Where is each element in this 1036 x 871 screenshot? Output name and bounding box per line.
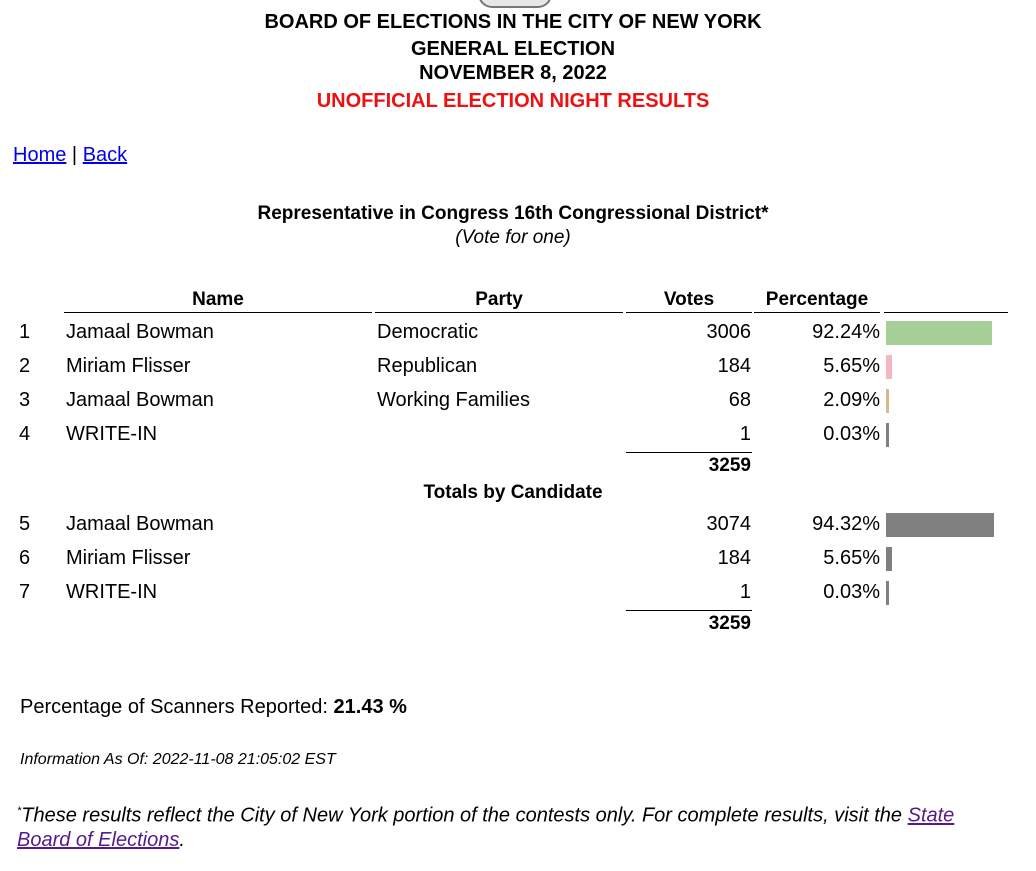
- candidate-name: Jamaal Bowman: [66, 389, 214, 411]
- nav-links: [13, 144, 127, 167]
- percentage-bar: [886, 423, 889, 447]
- percentage-bar: [886, 389, 889, 413]
- vote-percentage: 5.65%: [823, 355, 880, 377]
- column-header-percentage: Percentage: [754, 289, 880, 313]
- contest-subtitle: (Vote for one): [455, 227, 571, 248]
- home-link[interactable]: Home: [13, 144, 67, 166]
- row-number: 1: [19, 321, 31, 343]
- contest-title: Representative in Congress 16th Congressional District*: [257, 203, 769, 224]
- result-row: [0, 321, 1036, 355]
- column-header-party: Party: [375, 289, 623, 313]
- results-status: UNOFFICIAL ELECTION NIGHT RESULTS: [316, 90, 710, 112]
- footnote: [17, 799, 977, 852]
- result-row: [0, 423, 1036, 457]
- footnote-text: These results reflect the City of New York portion of the contests only. For complete results, visit the: [21, 804, 903, 827]
- vote-count: 184: [717, 355, 751, 377]
- candidate-name: Jamaal Bowman: [66, 513, 214, 535]
- scanners-label: Percentage of Scanners Reported:: [20, 696, 328, 718]
- nav-separator: |: [71, 144, 78, 166]
- candidate-name: Jamaal Bowman: [66, 321, 214, 343]
- footnote-end: .: [179, 828, 185, 851]
- state-board-link[interactable]: State Board of Elections: [17, 804, 955, 851]
- vote-percentage: 0.03%: [823, 423, 880, 445]
- results-total-rule: [626, 452, 752, 453]
- column-header-votes: Votes: [626, 289, 752, 313]
- results-total: 3259: [708, 455, 751, 476]
- election-date: NOVEMBER 8, 2022: [419, 62, 607, 84]
- column-header-bar: [884, 289, 1008, 313]
- info-value: 2022-11-08 21:05:02 EST: [152, 751, 336, 768]
- vote-count: 184: [717, 547, 751, 569]
- result-row: [0, 355, 1036, 389]
- candidate-name: Miriam Flisser: [66, 355, 191, 377]
- org-title: BOARD OF ELECTIONS IN THE CITY OF NEW YORK: [264, 11, 762, 33]
- totals-total-rule: [626, 610, 752, 611]
- row-number: 5: [19, 513, 31, 535]
- percentage-bar: [886, 547, 892, 571]
- row-number: 3: [19, 389, 31, 411]
- party-name: Working Families: [377, 389, 530, 411]
- vote-count: 1: [739, 581, 751, 603]
- row-number: 7: [19, 581, 31, 603]
- vote-count: 3006: [706, 321, 751, 343]
- percentage-bar: [886, 581, 889, 605]
- row-number: 2: [19, 355, 31, 377]
- seal-emblem: [478, 0, 552, 8]
- vote-percentage: 5.65%: [823, 547, 880, 569]
- info-label: Information As Of:: [20, 751, 149, 768]
- result-row: [0, 581, 1036, 615]
- candidate-name: WRITE-IN: [66, 581, 158, 603]
- result-row: [0, 547, 1036, 581]
- row-number: 6: [19, 547, 31, 569]
- percentage-bar: [886, 355, 892, 379]
- vote-percentage: 94.32%: [812, 513, 880, 535]
- totals-heading: Totals by Candidate: [423, 482, 603, 503]
- vote-percentage: 0.03%: [823, 581, 880, 603]
- footnote-marker: *: [17, 805, 22, 817]
- percentage-bar: [886, 513, 994, 537]
- scanners-reported: [20, 696, 407, 719]
- percentage-bar: [886, 321, 992, 345]
- election-title: GENERAL ELECTION: [410, 38, 616, 60]
- back-link[interactable]: Back: [82, 144, 128, 166]
- totals-total: 3259: [708, 613, 751, 634]
- result-row: [0, 513, 1036, 547]
- row-number: 4: [19, 423, 31, 445]
- party-name: Republican: [377, 355, 478, 377]
- info-timestamp: [20, 751, 336, 769]
- vote-count: 1: [739, 423, 751, 445]
- column-header-name: Name: [64, 289, 372, 313]
- candidate-name: Miriam Flisser: [66, 547, 191, 569]
- candidate-name: WRITE-IN: [66, 423, 158, 445]
- vote-percentage: 92.24%: [812, 321, 880, 343]
- vote-count: 3074: [706, 513, 751, 535]
- result-row: [0, 389, 1036, 423]
- vote-count: 68: [728, 389, 751, 411]
- scanners-value: 21.43 %: [333, 696, 407, 718]
- vote-percentage: 2.09%: [823, 389, 880, 411]
- party-name: Democratic: [377, 321, 479, 343]
